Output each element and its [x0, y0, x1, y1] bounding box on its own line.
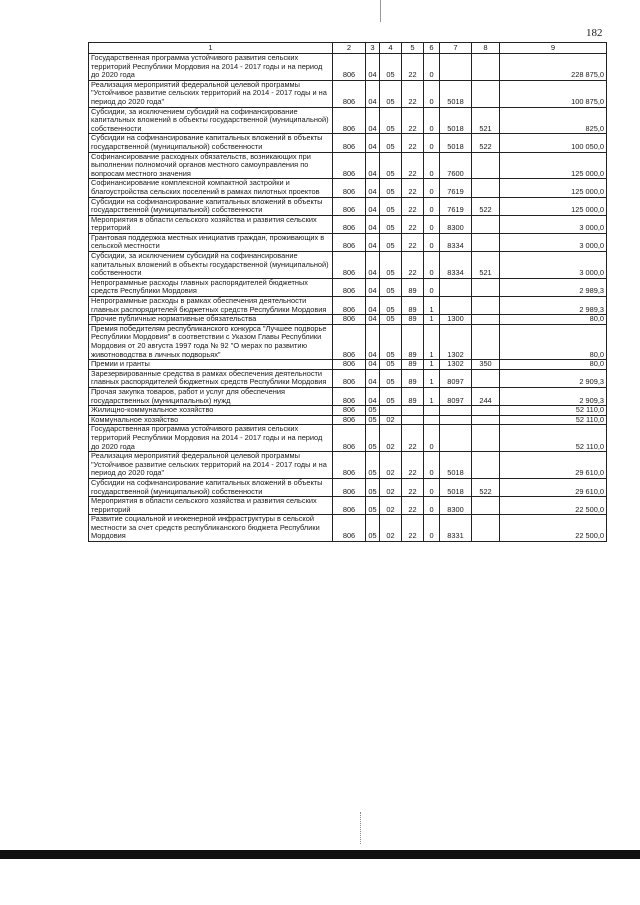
pr-cell: 05 — [380, 80, 402, 107]
pr-cell: 05 — [380, 252, 402, 279]
gr-cell: 806 — [333, 297, 366, 315]
table-row — [89, 278, 607, 296]
amount-cell: 52 110,0 — [500, 425, 607, 452]
pr-cell: 05 — [380, 233, 402, 251]
gr-cell: 806 — [333, 324, 366, 359]
row-name-cell: Софинансирование расходных обязательств, возникающих при выполнении полномочий органов местного самоуправления по вопросам местного значения — [89, 152, 333, 179]
page-number: 182 — [586, 27, 603, 39]
rz-cell: 04 — [366, 152, 380, 179]
sub-cell: 0 — [424, 215, 440, 233]
cs-cell: 22 — [402, 478, 424, 496]
cs-cell: 22 — [402, 215, 424, 233]
table-row — [89, 215, 607, 233]
rz-cell: 04 — [366, 54, 380, 81]
sub-cell: 0 — [424, 452, 440, 479]
vr-cell — [472, 278, 500, 296]
table-row — [89, 233, 607, 251]
pr-cell: 05 — [380, 179, 402, 197]
code-cell: 8334 — [440, 233, 472, 251]
column-header: 7 — [440, 43, 472, 54]
rz-cell: 05 — [366, 452, 380, 479]
gr-cell: 806 — [333, 197, 366, 215]
sub-cell: 0 — [424, 80, 440, 107]
vr-cell: 522 — [472, 478, 500, 496]
rz-cell: 04 — [366, 297, 380, 315]
amount-cell: 2 909,3 — [500, 369, 607, 387]
cs-cell: 22 — [402, 515, 424, 542]
table-row — [89, 360, 607, 370]
pr-cell: 05 — [380, 278, 402, 296]
column-header: 4 — [380, 43, 402, 54]
pr-cell: 05 — [380, 297, 402, 315]
code-cell: 7619 — [440, 197, 472, 215]
rz-cell: 05 — [366, 497, 380, 515]
code-cell — [440, 425, 472, 452]
code-cell — [440, 297, 472, 315]
vr-cell: 522 — [472, 134, 500, 152]
rz-cell: 04 — [366, 315, 380, 325]
gr-cell: 806 — [333, 215, 366, 233]
vr-cell — [472, 415, 500, 425]
gr-cell: 806 — [333, 179, 366, 197]
amount-cell: 2 909,3 — [500, 387, 607, 405]
sub-cell: 0 — [424, 425, 440, 452]
cs-cell: 22 — [402, 107, 424, 134]
gr-cell: 806 — [333, 54, 366, 81]
cs-cell: 89 — [402, 360, 424, 370]
row-name-cell: Софинансирование комплексной компактной застройки и благоустройства сельских поселений в рамках пилотных проектов — [89, 179, 333, 197]
cs-cell: 22 — [402, 179, 424, 197]
table-row — [89, 425, 607, 452]
gr-cell: 806 — [333, 452, 366, 479]
row-name-cell: Субсидии на софинансирование капитальных вложений в объекты государственной (муниципальной) собственности — [89, 197, 333, 215]
sub-cell: 0 — [424, 515, 440, 542]
amount-cell: 29 610,0 — [500, 478, 607, 496]
column-header: 8 — [472, 43, 500, 54]
row-name-cell: Мероприятия в области сельского хозяйства и развития сельских территорий — [89, 497, 333, 515]
cs-cell: 22 — [402, 233, 424, 251]
pr-cell: 02 — [380, 415, 402, 425]
table-row — [89, 54, 607, 81]
column-header: 3 — [366, 43, 380, 54]
cs-cell: 22 — [402, 497, 424, 515]
code-cell — [440, 406, 472, 416]
code-cell: 8097 — [440, 369, 472, 387]
gr-cell: 806 — [333, 152, 366, 179]
sub-cell: 0 — [424, 134, 440, 152]
sub-cell: 1 — [424, 369, 440, 387]
pr-cell: 05 — [380, 134, 402, 152]
table-row — [89, 478, 607, 496]
table-row — [89, 515, 607, 542]
sub-cell: 0 — [424, 278, 440, 296]
amount-cell: 22 500,0 — [500, 515, 607, 542]
rz-cell: 04 — [366, 134, 380, 152]
amount-cell: 2 989,3 — [500, 278, 607, 296]
vr-cell: 522 — [472, 197, 500, 215]
table-row — [89, 197, 607, 215]
gr-cell: 806 — [333, 252, 366, 279]
amount-cell: 52 110,0 — [500, 406, 607, 416]
sub-cell: 1 — [424, 297, 440, 315]
pr-cell: 02 — [380, 515, 402, 542]
column-header: 9 — [500, 43, 607, 54]
rz-cell: 04 — [366, 278, 380, 296]
sub-cell: 0 — [424, 233, 440, 251]
rz-cell: 05 — [366, 415, 380, 425]
sub-cell: 0 — [424, 152, 440, 179]
rz-cell: 04 — [366, 107, 380, 134]
cs-cell: 22 — [402, 152, 424, 179]
rz-cell: 04 — [366, 215, 380, 233]
vr-cell — [472, 315, 500, 325]
code-cell: 8334 — [440, 252, 472, 279]
rz-cell: 04 — [366, 80, 380, 107]
vr-cell — [472, 297, 500, 315]
pr-cell: 02 — [380, 478, 402, 496]
sub-cell: 1 — [424, 324, 440, 359]
row-name-cell: Государственная программа устойчивого развития сельских территорий Республики Мордовия на 2014 - 2017 годы и на период до 2020 года — [89, 54, 333, 81]
row-name-cell: Премии и гранты — [89, 360, 333, 370]
table-row — [89, 179, 607, 197]
pr-cell: 02 — [380, 425, 402, 452]
vr-cell: 350 — [472, 360, 500, 370]
budget-table — [88, 42, 607, 542]
sub-cell: 0 — [424, 179, 440, 197]
code-cell: 1302 — [440, 360, 472, 370]
code-cell — [440, 54, 472, 81]
row-name-cell: Грантовая поддержка местных инициатив граждан, проживающих в сельской местности — [89, 233, 333, 251]
scan-edge-mark — [380, 0, 381, 22]
table-row — [89, 297, 607, 315]
vr-cell — [472, 80, 500, 107]
row-name-cell: Развитие социальной и инженерной инфраструктуры в сельской местности за счет средств республиканского бюджета Республики Мордовия — [89, 515, 333, 542]
amount-cell: 3 000,0 — [500, 252, 607, 279]
row-name-cell: Субсидии, за исключением субсидий на софинансирование капитальных вложений в объекты государственной (муниципальной) собственности — [89, 252, 333, 279]
vr-cell — [472, 324, 500, 359]
code-cell: 8300 — [440, 497, 472, 515]
amount-cell: 125 000,0 — [500, 152, 607, 179]
table-row — [89, 315, 607, 325]
column-header: 5 — [402, 43, 424, 54]
gr-cell: 806 — [333, 406, 366, 416]
amount-cell: 29 610,0 — [500, 452, 607, 479]
amount-cell: 52 110,0 — [500, 415, 607, 425]
sub-cell: 0 — [424, 107, 440, 134]
vr-cell — [472, 406, 500, 416]
table-row — [89, 497, 607, 515]
pr-cell: 05 — [380, 107, 402, 134]
table-row — [89, 452, 607, 479]
amount-cell: 3 000,0 — [500, 215, 607, 233]
rz-cell: 04 — [366, 369, 380, 387]
amount-cell: 228 875,0 — [500, 54, 607, 81]
rz-cell: 04 — [366, 387, 380, 405]
pr-cell: 05 — [380, 152, 402, 179]
code-cell: 5018 — [440, 107, 472, 134]
row-name-cell: Коммунальное хозяйство — [89, 415, 333, 425]
cs-cell: 22 — [402, 252, 424, 279]
rz-cell: 04 — [366, 179, 380, 197]
budget-table-body — [89, 43, 607, 542]
column-header: 6 — [424, 43, 440, 54]
pr-cell: 05 — [380, 315, 402, 325]
sub-cell: 0 — [424, 478, 440, 496]
row-name-cell: Мероприятия в области сельского хозяйства и развития сельских территорий — [89, 215, 333, 233]
cs-cell: 89 — [402, 315, 424, 325]
rz-cell: 05 — [366, 406, 380, 416]
pr-cell: 05 — [380, 54, 402, 81]
cs-cell: 22 — [402, 452, 424, 479]
code-cell: 8331 — [440, 515, 472, 542]
cs-cell — [402, 415, 424, 425]
sub-cell: 0 — [424, 197, 440, 215]
gr-cell: 806 — [333, 415, 366, 425]
row-name-cell: Реализация мероприятий федеральной целевой программы "Устойчивое развитие сельских территорий на 2014 - 2017 годы и на период до 2020 года" — [89, 80, 333, 107]
row-name-cell: Непрограммные расходы в рамках обеспечения деятельности главных распорядителей бюджетных средств Республики Мордовия — [89, 297, 333, 315]
scan-fold-mark — [360, 812, 375, 844]
sub-cell — [424, 406, 440, 416]
cs-cell: 89 — [402, 369, 424, 387]
sub-cell — [424, 415, 440, 425]
cs-cell: 89 — [402, 278, 424, 296]
amount-cell: 100 875,0 — [500, 80, 607, 107]
vr-cell — [472, 425, 500, 452]
rz-cell: 04 — [366, 233, 380, 251]
sub-cell: 1 — [424, 360, 440, 370]
pr-cell: 05 — [380, 324, 402, 359]
table-row — [89, 369, 607, 387]
rz-cell: 05 — [366, 425, 380, 452]
code-cell — [440, 415, 472, 425]
amount-cell: 80,0 — [500, 360, 607, 370]
vr-cell — [472, 452, 500, 479]
vr-cell — [472, 369, 500, 387]
gr-cell: 806 — [333, 478, 366, 496]
amount-cell: 125 000,0 — [500, 179, 607, 197]
pr-cell: 05 — [380, 360, 402, 370]
vr-cell — [472, 497, 500, 515]
pr-cell: 05 — [380, 197, 402, 215]
code-cell: 5018 — [440, 80, 472, 107]
cs-cell: 89 — [402, 297, 424, 315]
vr-cell — [472, 179, 500, 197]
rz-cell: 04 — [366, 360, 380, 370]
table-row — [89, 134, 607, 152]
amount-cell: 22 500,0 — [500, 497, 607, 515]
code-cell: 5018 — [440, 478, 472, 496]
gr-cell: 806 — [333, 369, 366, 387]
column-header: 2 — [333, 43, 366, 54]
cs-cell: 22 — [402, 134, 424, 152]
gr-cell: 806 — [333, 387, 366, 405]
sub-cell: 1 — [424, 387, 440, 405]
row-name-cell: Зарезервированные средства в рамках обеспечения деятельности главных распорядителей бюджетных средств Республики Мордовия — [89, 369, 333, 387]
amount-cell: 80,0 — [500, 324, 607, 359]
cs-cell — [402, 406, 424, 416]
rz-cell: 05 — [366, 515, 380, 542]
sub-cell: 0 — [424, 252, 440, 279]
pr-cell: 05 — [380, 387, 402, 405]
vr-cell — [472, 54, 500, 81]
vr-cell: 521 — [472, 252, 500, 279]
sub-cell: 1 — [424, 315, 440, 325]
vr-cell — [472, 152, 500, 179]
code-cell: 1302 — [440, 324, 472, 359]
amount-cell: 825,0 — [500, 107, 607, 134]
amount-cell: 125 000,0 — [500, 197, 607, 215]
rz-cell: 05 — [366, 478, 380, 496]
gr-cell: 806 — [333, 497, 366, 515]
code-cell: 7619 — [440, 179, 472, 197]
code-cell: 5018 — [440, 134, 472, 152]
pr-cell — [380, 406, 402, 416]
code-cell: 7600 — [440, 152, 472, 179]
row-name-cell: Премия победителям республиканского конкурса "Лучшее подворье Республики Мордовия" в соответствии с Указом Главы Республики Мордовия от 20 августа 1997 года № 92 "О мерах по развитию животноводства в личных подворьях" — [89, 324, 333, 359]
pr-cell: 02 — [380, 452, 402, 479]
code-cell — [440, 278, 472, 296]
table-row — [89, 252, 607, 279]
gr-cell: 806 — [333, 515, 366, 542]
row-name-cell: Субсидии на софинансирование капитальных вложений в объекты государственной (муниципальной) собственности — [89, 478, 333, 496]
rz-cell: 04 — [366, 197, 380, 215]
table-header-row — [89, 43, 607, 54]
table-row — [89, 107, 607, 134]
table-row — [89, 80, 607, 107]
cs-cell: 22 — [402, 80, 424, 107]
cs-cell: 22 — [402, 197, 424, 215]
vr-cell: 521 — [472, 107, 500, 134]
vr-cell — [472, 215, 500, 233]
gr-cell: 806 — [333, 233, 366, 251]
gr-cell: 806 — [333, 80, 366, 107]
pr-cell: 05 — [380, 215, 402, 233]
table-row — [89, 387, 607, 405]
amount-cell: 80,0 — [500, 315, 607, 325]
gr-cell: 806 — [333, 315, 366, 325]
gr-cell: 806 — [333, 134, 366, 152]
row-name-cell: Жилищно-коммунальное хозяйство — [89, 406, 333, 416]
gr-cell: 806 — [333, 425, 366, 452]
code-cell: 5018 — [440, 452, 472, 479]
amount-cell: 2 989,3 — [500, 297, 607, 315]
cs-cell: 89 — [402, 387, 424, 405]
sub-cell: 0 — [424, 54, 440, 81]
gr-cell: 806 — [333, 278, 366, 296]
pr-cell: 02 — [380, 497, 402, 515]
amount-cell: 3 000,0 — [500, 233, 607, 251]
row-name-cell: Прочая закупка товаров, работ и услуг для обеспечения государственных (муниципальных) нужд — [89, 387, 333, 405]
row-name-cell: Непрограммные расходы главных распорядителей бюджетных средств Республики Мордовия — [89, 278, 333, 296]
gr-cell: 806 — [333, 360, 366, 370]
row-name-cell: Прочие публичные нормативные обязательства — [89, 315, 333, 325]
amount-cell: 100 050,0 — [500, 134, 607, 152]
column-header: 1 — [89, 43, 333, 54]
table-row — [89, 324, 607, 359]
vr-cell — [472, 233, 500, 251]
rz-cell: 04 — [366, 324, 380, 359]
gr-cell: 806 — [333, 107, 366, 134]
code-cell: 8300 — [440, 215, 472, 233]
row-name-cell: Реализация мероприятий федеральной целевой программы "Устойчивое развитие сельских территорий на 2014 - 2017 годы и на период до 2020 года" — [89, 452, 333, 479]
vr-cell — [472, 515, 500, 542]
row-name-cell: Субсидии на софинансирование капитальных вложений в объекты государственной (муниципальной) собственности — [89, 134, 333, 152]
pr-cell: 05 — [380, 369, 402, 387]
code-cell: 1300 — [440, 315, 472, 325]
code-cell: 8097 — [440, 387, 472, 405]
cs-cell: 22 — [402, 54, 424, 81]
cs-cell: 89 — [402, 324, 424, 359]
vr-cell: 244 — [472, 387, 500, 405]
cs-cell: 22 — [402, 425, 424, 452]
table-row — [89, 406, 607, 416]
row-name-cell: Субсидии, за исключением субсидий на софинансирование капитальных вложений в объекты государственной (муниципальной) собственности — [89, 107, 333, 134]
table-row — [89, 152, 607, 179]
row-name-cell: Государственная программа устойчивого развития сельских территорий Республики Мордовия на 2014 - 2017 годы и на период до 2020 года — [89, 425, 333, 452]
sub-cell: 0 — [424, 497, 440, 515]
rz-cell: 04 — [366, 252, 380, 279]
scan-bottom-band — [0, 850, 640, 859]
